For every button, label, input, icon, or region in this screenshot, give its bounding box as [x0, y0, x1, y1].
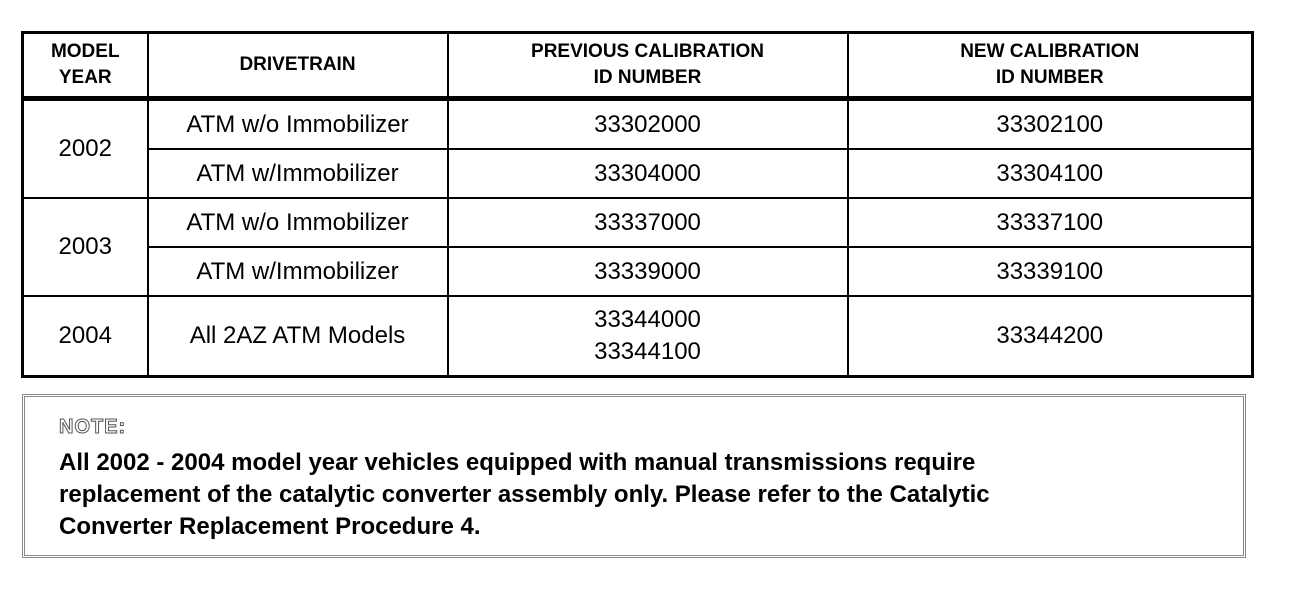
table-row — [23, 149, 1253, 198]
previous-id-cell: 33302000 — [448, 99, 848, 150]
header-previous-calibration: PREVIOUS CALIBRATION ID NUMBER — [448, 33, 848, 99]
model-year-cell: 2003 — [23, 198, 148, 296]
note-box — [22, 394, 1246, 558]
header-model-year: MODEL YEAR — [23, 33, 148, 99]
model-year-cell: 2002 — [23, 99, 148, 199]
model-year-cell: 2004 — [23, 296, 148, 377]
previous-id-cell: 33344000 33344100 — [448, 296, 848, 377]
table-row — [23, 99, 1253, 150]
new-id-cell: 33337100 — [848, 198, 1253, 247]
new-id-cell: 33302100 — [848, 99, 1253, 150]
previous-id-cell: 33304000 — [448, 149, 848, 198]
calibration-table — [21, 31, 1254, 378]
header-new-calibration: NEW CALIBRATION ID NUMBER — [848, 33, 1253, 99]
table-row — [23, 247, 1253, 296]
drivetrain-cell: ATM w/Immobilizer — [148, 247, 448, 296]
table-row — [23, 198, 1253, 247]
note-text: All 2002 - 2004 model year vehicles equipped with manual transmissions require replacement of the catalytic converter assembly only. Please refer to the Catalytic Converter Replacement Procedure 4. — [59, 449, 990, 540]
drivetrain-cell: ATM w/o Immobilizer — [148, 99, 448, 150]
note-label: NOTE: — [59, 416, 127, 438]
previous-id-cell: 33339000 — [448, 247, 848, 296]
header-row — [23, 33, 1253, 99]
drivetrain-cell: All 2AZ ATM Models — [148, 296, 448, 377]
drivetrain-cell: ATM w/o Immobilizer — [148, 198, 448, 247]
previous-id-cell: 33337000 — [448, 198, 848, 247]
table-row — [23, 296, 1253, 377]
header-drivetrain: DRIVETRAIN — [148, 33, 448, 99]
drivetrain-cell: ATM w/Immobilizer — [148, 149, 448, 198]
new-id-cell: 33344200 — [848, 296, 1253, 377]
new-id-cell: 33304100 — [848, 149, 1253, 198]
new-id-cell: 33339100 — [848, 247, 1253, 296]
